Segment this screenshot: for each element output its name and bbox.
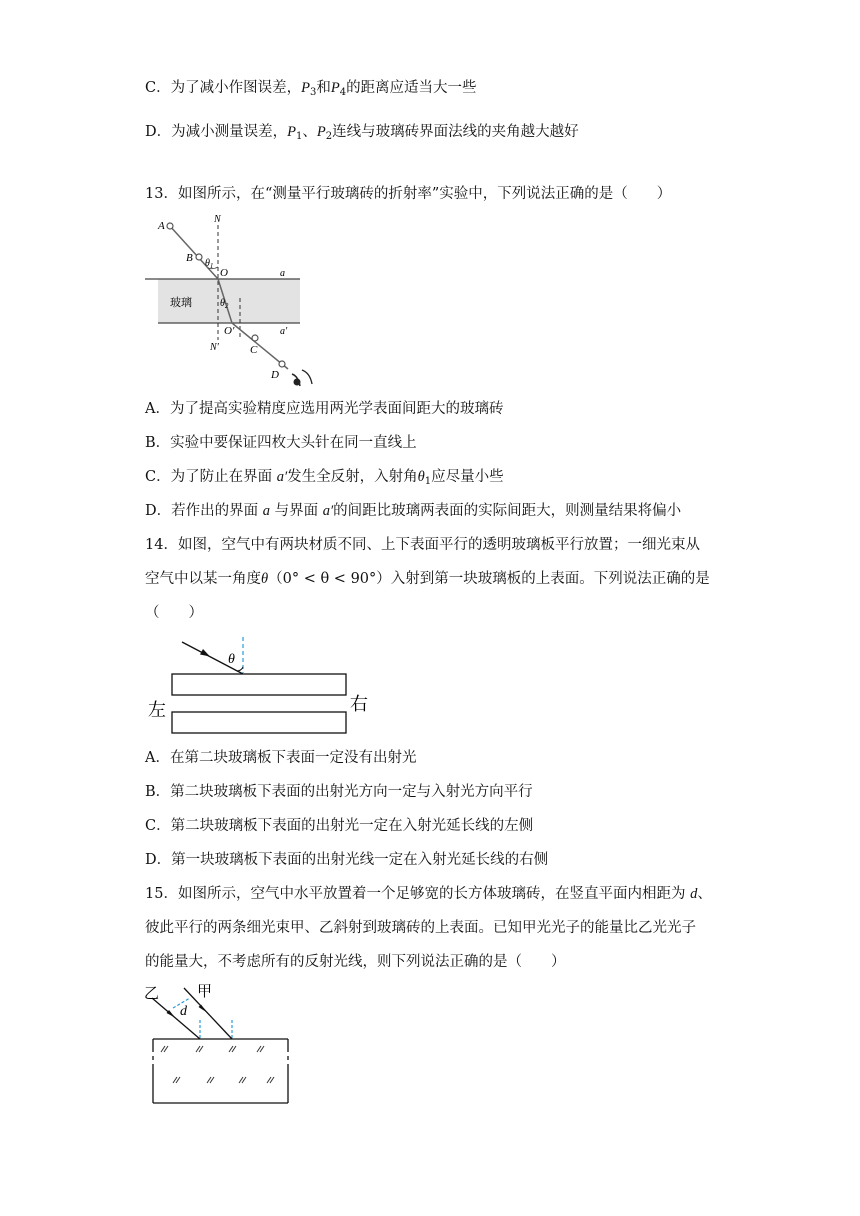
- q14-stem-line2: 空气中以某一角度θ（0° < θ < 90°）入射到第一块玻璃板的上表面。下列说法正确的是: [145, 571, 710, 587]
- q15-stem-line1: 15．如图所示，空气中水平放置着一个足够宽的长方体玻璃砖，在竖直平面内相距为 d、: [145, 886, 712, 902]
- fig14-label-left: 左: [148, 700, 166, 721]
- fig13-label-surface-a-prime: a′: [280, 326, 288, 337]
- fig14-label-theta: θ: [228, 652, 235, 667]
- q14-stem-line3: （ ）: [145, 605, 203, 621]
- glass-hatch-marks: [161, 1046, 274, 1083]
- fig13-label-theta1: $\theta_1$: [205, 258, 214, 270]
- fig13-label-theta2: $\theta_2$: [220, 298, 229, 310]
- q14-option-a: A．在第二块玻璃板下表面一定没有出射光: [145, 750, 417, 766]
- fig13-label-glass: 玻璃: [170, 296, 192, 309]
- q13-figure: [140, 210, 320, 390]
- q14-option-b: B．第二块玻璃板下表面的出射光方向一定与入射光方向平行: [145, 784, 533, 800]
- q13-option-c: C．为了防止在界面 a′发生全反射，入射角$\theta_1$应尽量小些: [145, 469, 504, 487]
- fig13-label-n: N: [214, 214, 221, 225]
- q12-option-c: C．为了减小作图误差，$P_3$和$P_4$的距离应适当大一些: [145, 80, 477, 98]
- fig15-label-yi: 乙: [144, 984, 160, 1002]
- fig14-label-right: 右: [350, 694, 368, 715]
- fig15-label-d: d: [180, 1004, 187, 1019]
- q13-option-a: A．为了提高实验精度应选用两光学表面间距大的玻璃砖: [145, 401, 504, 417]
- fig13-label-c-pin: C: [250, 344, 258, 356]
- fig13-label-d-pin: D: [271, 369, 279, 381]
- fig15-label-jia: 甲: [197, 982, 213, 1000]
- fig13-label-a-pin: A: [158, 220, 165, 232]
- eye-icon: [292, 370, 312, 386]
- q12-option-d: D．为减小测量误差，$P_1$、$P_2$连线与玻璃砖界面法线的夹角越大越好: [145, 124, 579, 142]
- q14-figure: [140, 630, 380, 740]
- q15-figure: [140, 982, 300, 1107]
- q13-option-b: B．实验中要保证四枚大头针在同一直线上: [145, 435, 417, 451]
- q15-stem-line3: 的能量大，不考虑所有的反射光线，则下列说法正确的是（ ）: [145, 954, 566, 970]
- fig13-label-surface-a: a: [280, 268, 285, 279]
- q13-stem: 13．如图所示，在“测量平行玻璃砖的折射率”实验中，下列说法正确的是（ ）: [145, 186, 672, 202]
- fig13-label-n-prime: N′: [210, 342, 219, 353]
- fig13-label-o-prime: O′: [224, 325, 235, 337]
- q15-stem-line2: 彼此平行的两条细光束甲、乙斜射到玻璃砖的上表面。已知甲光光子的能量比乙光光子: [145, 920, 696, 936]
- fig13-label-b-pin: B: [186, 252, 193, 264]
- q14-option-c: C．第二块玻璃板下表面的出射光一定在入射光延长线的左侧: [145, 818, 534, 834]
- fig13-label-o: O: [220, 267, 228, 279]
- q13-option-d: D．若作出的界面 a 与界面 a′的间距比玻璃两表面的实际间距大，则测量结果将偏小: [145, 503, 682, 519]
- q14-option-d: D．第一块玻璃板下表面的出射光线一定在入射光延长线的右侧: [145, 852, 549, 868]
- q14-stem-line1: 14．如图，空气中有两块材质不同、上下表面平行的透明玻璃板平行放置；一细光束从: [145, 537, 700, 553]
